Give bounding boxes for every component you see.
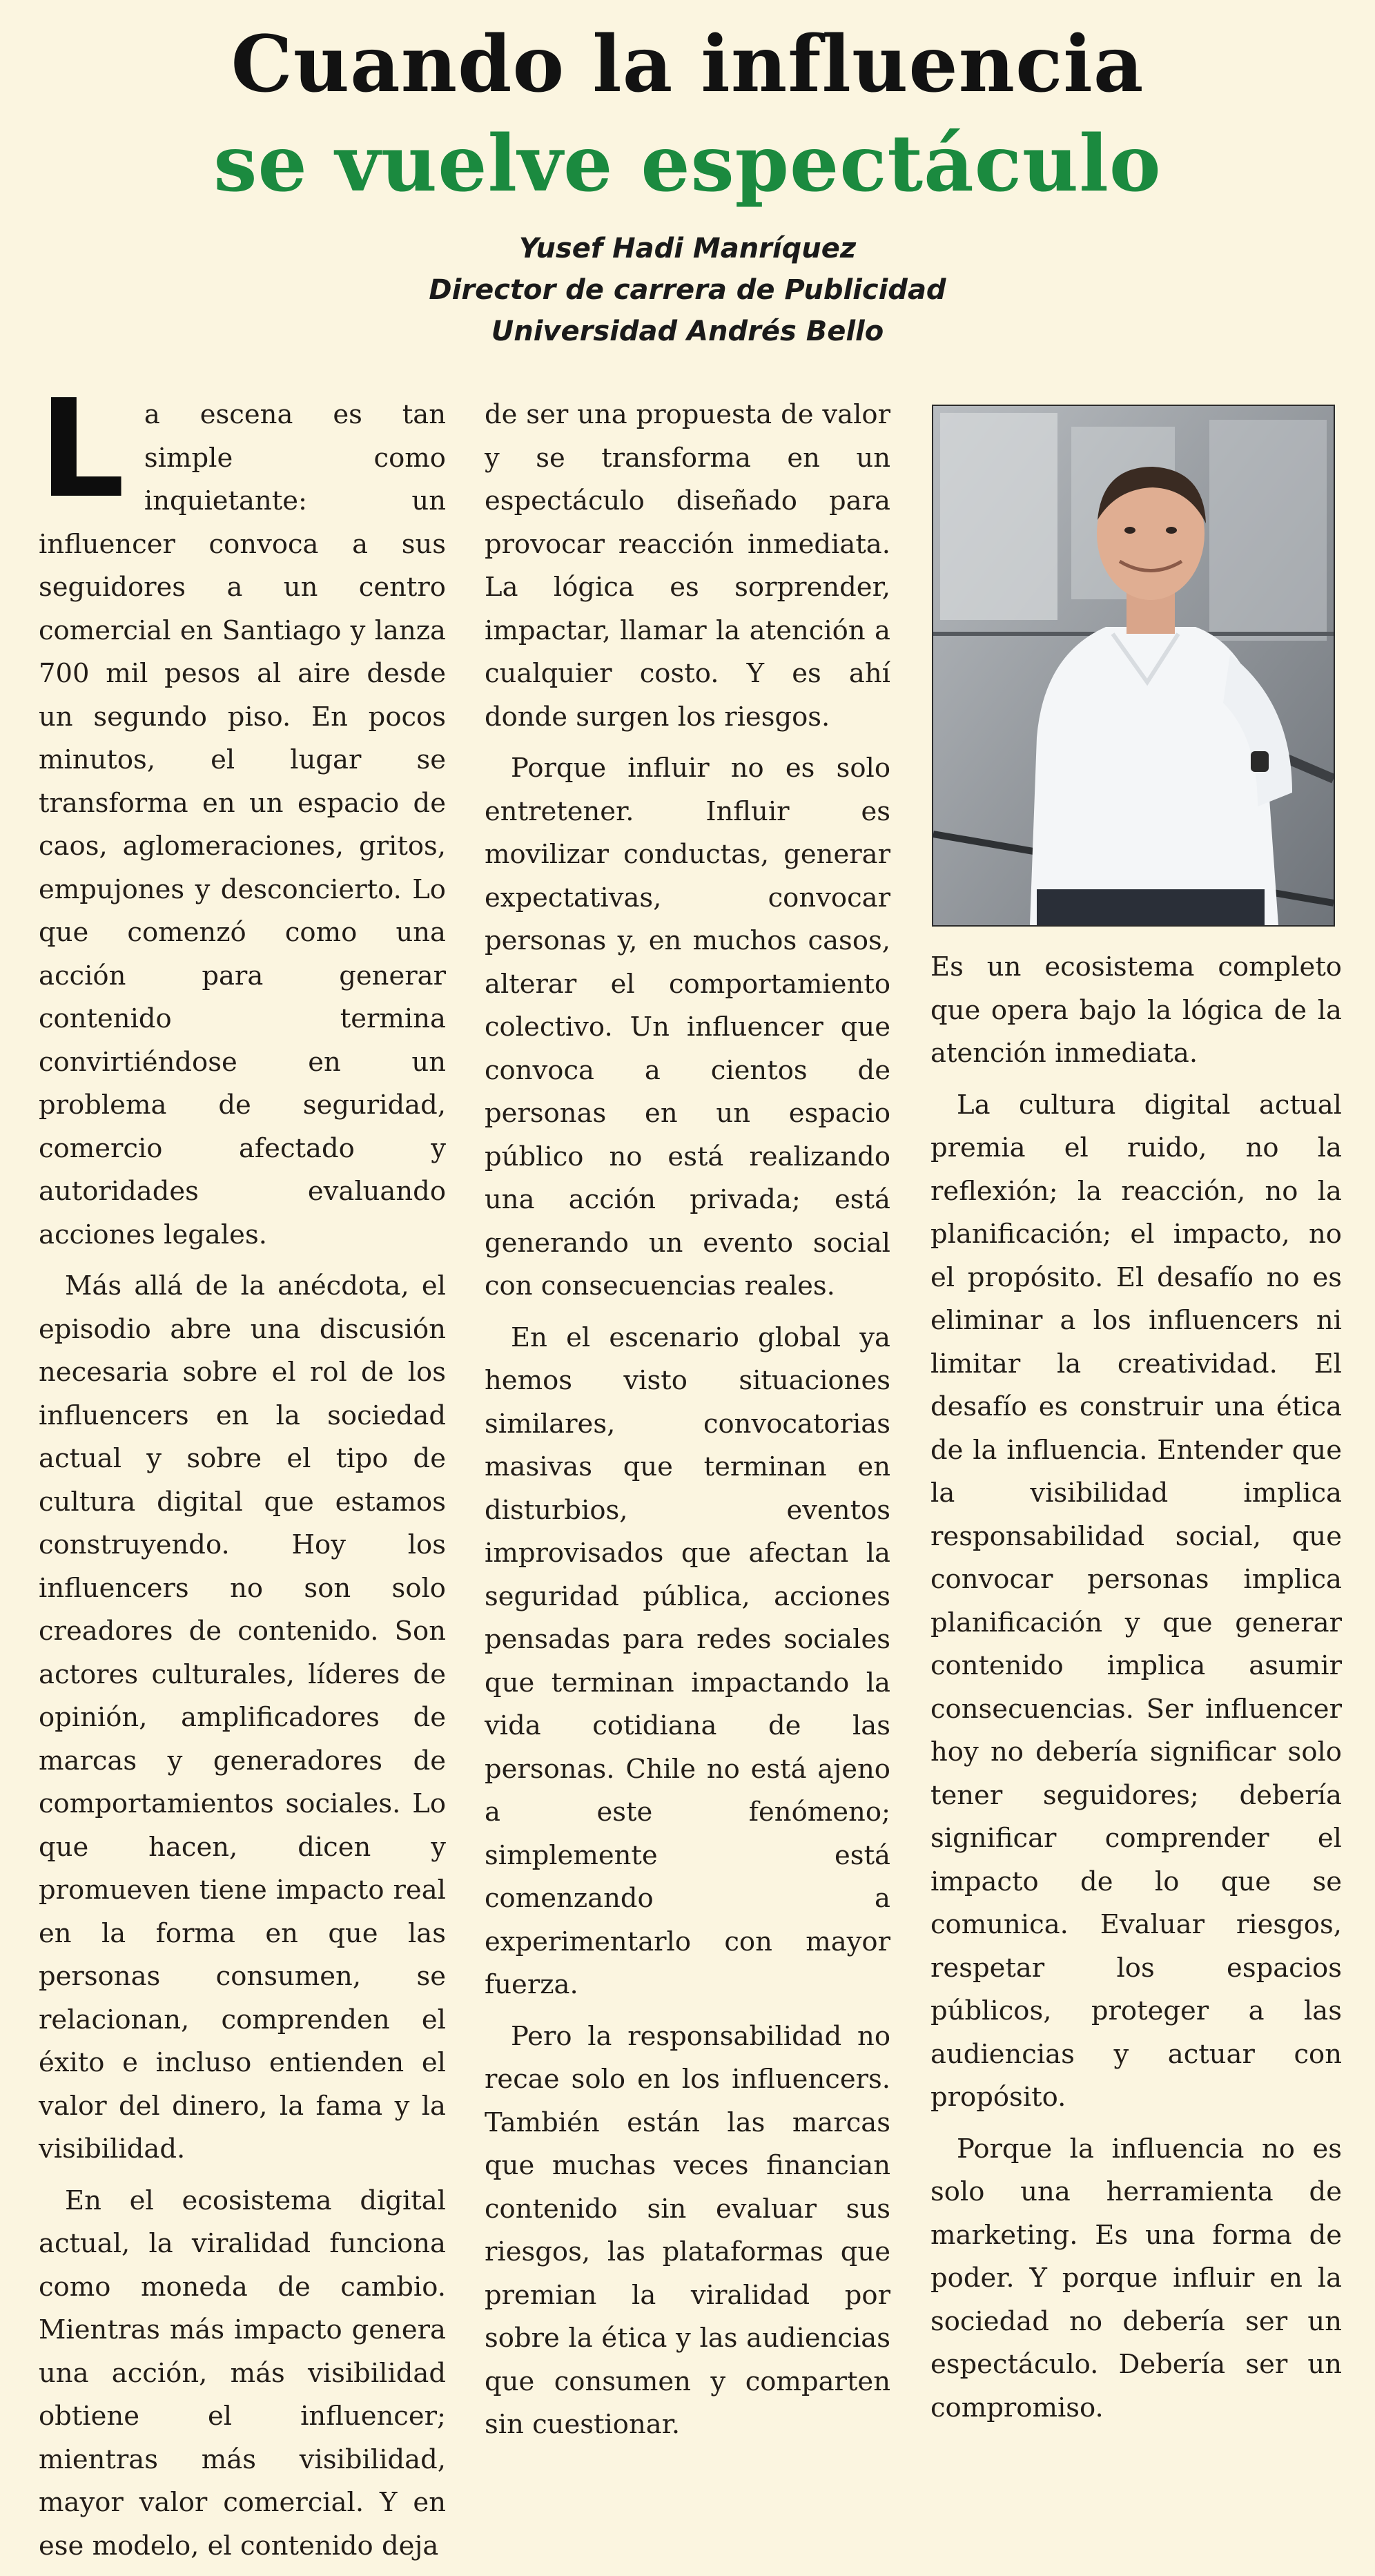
column-1 bbox=[39, 371, 446, 2576]
paragraph-7: La cultura digital actual premia el ruido, no la reflexión; la reacción, no la planificación; el impacto, no el propósito. El desafío no es eliminar a los influencers ni limitar la creatividad. El desafío es construir una ética de la influencia. Entender que la visibilidad implica responsabilidad social, que convocar personas implica planificación y que generar contenido implica asumir consecuencias. Ser influencer hoy no debería significar solo tener seguidores; debería significar comprender el impacto de lo que se comunica. Evaluar riesgos, respetar los espacios públicos, proteger a las audiencias y actuar con propósito. bbox=[930, 1089, 1342, 2113]
paragraph-6-start: Pero la responsabilidad no recae solo en los influencers. También están las marcas que muchas veces financian contenido sin evaluar sus riesgos, las plataformas que premian la viralidad por sobre la ética y las audiencias que consumen y comparten sin cuestionar. bbox=[485, 2020, 890, 2440]
author-institution: Universidad Andrés Bello bbox=[491, 316, 884, 347]
paragraph-2: Más allá de la anécdota, el episodio abre una discusión necesaria sobre el rol de los influencers en la sociedad actual y sobre el tipo de cultura digital que estamos construyendo. Hoy los influencers no son solo creadores de contenido. Son actores culturales, líderes de opinión, amplificadores de marcas y generadores de comportamientos sociales. Lo que hacen, dicen y promueven tiene impacto real en la forma en que las personas consumen, se relacionan, comprenden el éxito e incluso entienden el valor del dinero, la fama y la visibilidad. bbox=[39, 1270, 446, 2165]
author-photo bbox=[932, 405, 1335, 927]
drop-cap: L bbox=[39, 371, 125, 528]
author-role: Director de carrera de Publicidad bbox=[429, 274, 946, 306]
author-name: Yusef Hadi Manríquez bbox=[518, 233, 857, 264]
headline-line-1: Cuando la influencia bbox=[231, 19, 1144, 110]
paragraph-1-text: a escena es tan simple como inquietante: un influencer convoca a sus seguidores a un centro comercial en Santiago y lanza 700 mil pesos al aire desde un segundo piso. En pocos minutos, el lugar se transforma en un espacio de caos, aglomeraciones, gritos, empujones y desconcierto. Lo que comenzó como una acción para generar contenido termina convirtiéndose en un problema de seguridad, comercio afectado y autoridades evaluando acciones legales. bbox=[39, 399, 446, 1250]
paragraph-4: Porque influir no es solo entretener. Influir es movilizar conductas, generar expectativas, convocar personas y, en muchos casos, alterar el comportamiento colectivo. Un influencer que convoca a cientos de personas en un espacio público no está realizando una acción privada; está generando un evento social con consecuencias reales. bbox=[485, 753, 890, 1301]
column-2 bbox=[485, 394, 890, 2455]
paragraph-3-start: En el ecosistema digital actual, la viralidad funciona como moneda de cambio. Mientras más impacto genera una acción, más visibilidad obtiene el influencer; mientras más visibilidad, mayor valor comercial. Y en ese modelo, el contenido deja bbox=[39, 2185, 446, 2562]
paragraph-1 bbox=[39, 371, 446, 1257]
paragraph-8: Porque la influencia no es solo una herramienta de marketing. Es una forma de poder. Y porque influir en la sociedad no debería ser un espectáculo. Debería ser un compromiso. bbox=[930, 2133, 1342, 2423]
column-3 bbox=[930, 946, 1342, 2438]
paragraph-3-end: de ser una propuesta de valor y se transforma en un espectáculo diseñado para provocar reacción inmediata. La lógica es sorprender, impactar, llamar la atención a cualquier costo. Y es ahí donde surgen los riesgos. bbox=[485, 399, 890, 733]
paragraph-6-end: Es un ecosistema completo que opera bajo la lógica de la atención inmediata. bbox=[930, 951, 1342, 1069]
headline-line-2: se vuelve espectáculo bbox=[213, 119, 1162, 209]
paragraph-5: En el escenario global ya hemos visto situaciones similares, convocatorias masivas que terminan en disturbios, eventos improvisados que afectan la seguridad pública, acciones pensadas para redes sociales que terminan impactando la vida cotidiana de las personas. Chile no está ajeno a este fenómeno; simplemente está comenzando a experimentarlo con mayor fuerza. bbox=[485, 1321, 890, 2000]
byline bbox=[0, 228, 1375, 352]
